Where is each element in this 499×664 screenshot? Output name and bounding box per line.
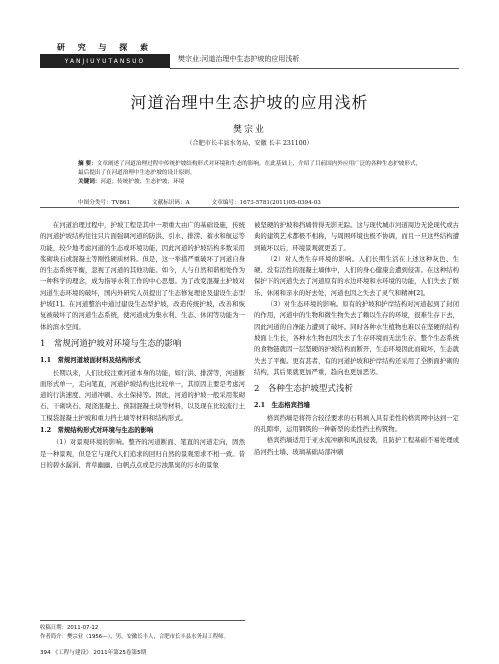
paragraph: （2）对人类生存环境的影响。人们长期生活在上述这种灰色、生硬、没有活性的混凝土墙体中，人们的身心健康会遭到侵害。在这种结构保护下的河道失去了河道原有的水边环境和水环境的功能，人们失去了娱乐、休闲和亲水的好去处，河道也因之失去了灵气和精神[2]。 bbox=[254, 254, 459, 297]
page-footer: 394 《工程与建设》 2011年第25卷第5期 bbox=[40, 650, 147, 656]
running-title: 樊宗业:河道治理中生态护坡的应用浅析 bbox=[178, 55, 300, 63]
subsection-heading: 2.1 生态格宾挡墙 bbox=[254, 401, 310, 410]
left-column bbox=[40, 220, 245, 471]
subsection-heading: 1.1 常规河道坡面材料及结构形式 bbox=[40, 356, 141, 365]
keywords-label: 关键词： bbox=[78, 179, 101, 185]
column-badge bbox=[40, 40, 170, 68]
abstract-text: 文章阐述了河道治理过程中传统护坡结构形式对环境和生态的影响，在此基础上，介绍了目前国内外应用广泛的各种生态护坡形式，最后提出了在河道治理中生态护坡的设计原则。 bbox=[78, 161, 422, 176]
header-rule bbox=[170, 68, 459, 69]
paragraph: 被坚硬的护坡和挡墙替得无影无踪。这与现代城市河道周边无论现代或古典的建筑艺术都极不相称，与周围环境也极不协调，而且一旦这些结构遭到破坏以后，环境景观就更丢了。 bbox=[254, 221, 459, 252]
paragraph: （1）对景观环境的影响。整齐的河道断面、笔直的河道走向，固然是一种景观，但是它与现代人们追求的回归自然的景观需求不相一致。昔日的碧水潺涓、青草幽幽、白帆点点或是污浊黑臭的污水的景象 bbox=[40, 438, 245, 469]
meta-rule bbox=[40, 207, 459, 208]
right-column bbox=[254, 220, 459, 458]
author-info: 作者简介：樊宗业（1956—），男，安徽长丰人，合肥市长丰县水务局工程师。 bbox=[40, 634, 229, 640]
section-heading: 1 常规河道护坡对环境与生态的影响 bbox=[40, 338, 182, 349]
paragraph: 格宾挡墙适用于亚水流冲刷和风浪侵袭，且防护工程基础不易处理或沿河挡土墙、玻璃基础局部冲刷 bbox=[254, 436, 459, 456]
abstract bbox=[78, 160, 426, 187]
column-name-cn: 研 究 与 探 索 bbox=[56, 41, 154, 52]
affiliation: （合肥市长丰县水务局，安徽 长丰 231100） bbox=[186, 140, 313, 147]
clc-number: 中图分类号：TV861 bbox=[78, 200, 131, 206]
keywords: 河道；传统护坡；生态护坡；环境 bbox=[100, 179, 185, 185]
paragraph: （3）对生态环境的影响。原有的护坡和护岸结构对河道起到了封闭的作用，河道中的生物和微生物失去了赖以生存的环境，很难生存下去，因此河道的自净能力遭到了破坏。同时各种水生植物也难以在坚硬的结构坡面上生长，各种水生物也因失去了生存环境而无法生存。整个生态系统的食物链就因一层坚硬的护坡结构而断开，生态环境因此而破坏，生态就失去了平衡。更有甚者，有的河道护坡和护岸结构还采用了全断面护砌的结构，其后果就更加严重，趋向也更加恶劣。 bbox=[254, 300, 459, 376]
author: 樊宗业 bbox=[232, 125, 266, 135]
paragraph: 在河道治理过程中，护坡工程是其中一项重大由广的基础设施，传统的河道护坡结构往往只片面强调河道的防洪、引水、排涝、蓄水和航运等功能，较少地考虑河道的生态或环境功能，因此河道的护坡结构多数采用浆砌块石或混凝土等刚性硬质材料。但是，这一举措严重破坏了河道自身的生态系统平衡，忽视了河道的其他功能。如今，人与自然和谐相处作为一种科学的理念，成为指导水利工作的中心思想。为了改变混凝土护坡对河道生态环境的破坏，国内外研究人员提出了生态修复理论及建设生态型护坡[1]。在河道整治中通过建设生态型护坡，改造传统护坡，改善和恢复被破坏了的河道生态系统，使河道成为集水利、生态、休闲等功能为一体的滨水空间。 bbox=[40, 221, 245, 331]
paragraph: 格宾挡墙是将符合较径要求的石料填入具有柔性的格宾网中达到一定的孔隙率，运用钢筑的一种新型的柔性挡土构筑物。 bbox=[254, 413, 459, 434]
subsection-heading: 1.2 常规结构形式对环境与生态的影响 bbox=[40, 426, 154, 435]
footnote-rule bbox=[40, 620, 245, 621]
paragraph: 长期以来，人们比较注重河道本身的功能，如行洪、排涝等，河道断面形式单一，走向笔直，河道护坡结构也比较单一，其原因主要是考虑河道的行洪速度、河道冲刷、水土保持等。因此，河道的护坡一般采用浆砌石、干砌块石、现浇混凝土、预制混凝土块等材料，以及现在比较流行土工模袋混凝土护坡和重力挡土墙等材料和结构形式。 bbox=[40, 368, 245, 422]
footnote bbox=[40, 624, 229, 642]
section-heading: 2 各种生态护坡型式浅析 bbox=[254, 384, 353, 395]
article-number: 文章编号：1673-5781(2011)05-0394-03 bbox=[211, 200, 321, 206]
article-meta bbox=[78, 198, 321, 206]
column-name-en: YANJIUYUTANSUO bbox=[40, 54, 170, 68]
doc-code: 文献标识码：A bbox=[152, 200, 190, 206]
received-date: 收稿日期：2011-07-12 bbox=[40, 625, 99, 631]
abstract-label: 摘 要： bbox=[78, 161, 97, 167]
article-title: 河道治理中生态护坡的应用浅析 bbox=[130, 93, 369, 112]
